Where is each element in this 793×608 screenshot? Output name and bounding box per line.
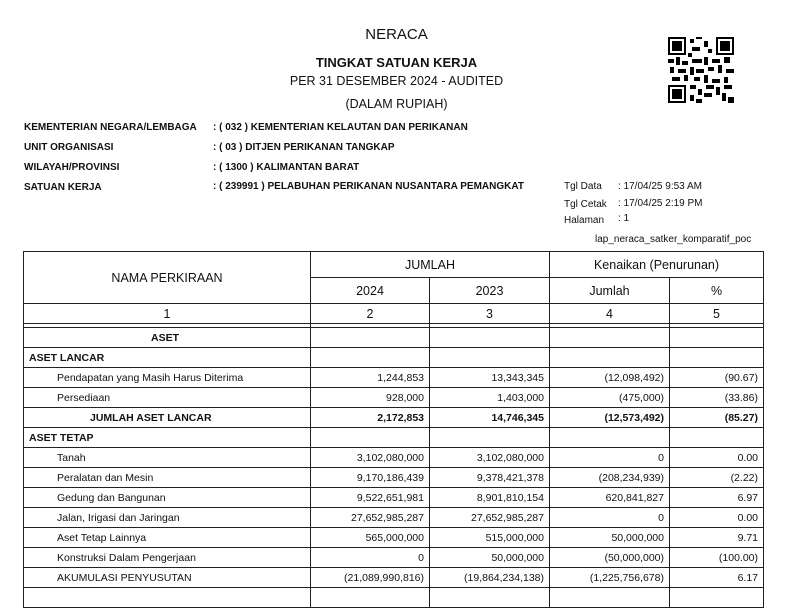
value-2024: 9,170,186,439 [311, 468, 430, 488]
balance-sheet-table [23, 251, 764, 608]
value-2023: 9,378,421,378 [430, 468, 550, 488]
tgl-cetak-label: Tgl Cetak [564, 199, 607, 210]
tgl-data-value: : 17/04/25 9:53 AM [618, 181, 702, 192]
meta-value-satker: : ( 239991 ) PELABUHAN PERIKANAN NUSANTARA PEMANGKAT [213, 181, 524, 192]
value-2023: 3,102,080,000 [430, 448, 550, 468]
column-number: 1 [24, 304, 311, 324]
value-2023: (19,864,234,138) [430, 568, 550, 588]
value-change: (12,098,492) [550, 368, 670, 388]
value-percent: (90.67) [670, 368, 764, 388]
value-percent: 6.17 [670, 568, 764, 588]
value-2023: 50,000,000 [430, 548, 550, 568]
report-period: PER 31 DESEMBER 2024 - AUDITED [289, 74, 504, 88]
report-code: lap_neraca_satker_komparatif_poc [595, 234, 752, 245]
table-row [24, 408, 764, 428]
value-2024: (21,089,990,816) [311, 568, 430, 588]
row-name: JUMLAH ASET LANCAR [24, 408, 311, 428]
halaman-value: : 1 [618, 213, 630, 224]
value-2023: 27,652,985,287 [430, 508, 550, 528]
meta-value-unit: : ( 03 ) DITJEN PERIKANAN TANGKAP [213, 142, 395, 153]
value-change: 50,000,000 [550, 528, 670, 548]
meta-label-unit: UNIT ORGANISASI [24, 142, 114, 153]
value-2024: 0 [311, 548, 430, 568]
row-name: Jalan, Irigasi dan Jaringan [24, 508, 311, 528]
value-percent: 0.00 [670, 448, 764, 468]
value-change: 620,841,827 [550, 488, 670, 508]
meta-label-satker: SATUAN KERJA [24, 182, 102, 193]
row-name: Tanah [24, 448, 311, 468]
value-2024: 3,102,080,000 [311, 448, 430, 468]
value-2024: 9,522,651,981 [311, 488, 430, 508]
value-change: 0 [550, 508, 670, 528]
value-percent: (2.22) [670, 468, 764, 488]
column-number: 4 [550, 304, 670, 324]
tgl-data-label: Tgl Data [564, 181, 602, 192]
table-row [24, 548, 764, 568]
table-row [24, 468, 764, 488]
column-number: 3 [430, 304, 550, 324]
value-2023: 14,746,345 [430, 408, 550, 428]
header-percent: % [670, 278, 764, 304]
table-row [24, 448, 764, 468]
header-nama-perkiraan: NAMA PERKIRAAN [24, 252, 311, 304]
value-2024: 27,652,985,287 [311, 508, 430, 528]
row-name: Gedung dan Bangunan [24, 488, 311, 508]
meta-value-wilayah: : ( 1300 ) KALIMANTAN BARAT [213, 162, 360, 173]
value-percent: 9.71 [670, 528, 764, 548]
row-name: Persediaan [24, 388, 311, 408]
value-change: (208,234,939) [550, 468, 670, 488]
table-row-cut [24, 588, 764, 608]
value-change: (50,000,000) [550, 548, 670, 568]
value-percent: 0.00 [670, 508, 764, 528]
header-jumlah: JUMLAH [311, 252, 550, 278]
value-2023: 13,343,345 [430, 368, 550, 388]
table-row [24, 508, 764, 528]
value-change: (12,573,492) [550, 408, 670, 428]
value-change: 0 [550, 448, 670, 468]
table-row [24, 348, 764, 368]
value-change: (1,225,756,678) [550, 568, 670, 588]
row-name: AKUMULASI PENYUSUTAN [24, 568, 311, 588]
value-2024: 565,000,000 [311, 528, 430, 548]
table-row [24, 368, 764, 388]
value-2023: 515,000,000 [430, 528, 550, 548]
row-name: Peralatan dan Mesin [24, 468, 311, 488]
header-2024: 2024 [311, 278, 430, 304]
value-2023: 1,403,000 [430, 388, 550, 408]
tgl-cetak-value: : 17/04/25 2:19 PM [618, 198, 703, 209]
table-row [24, 488, 764, 508]
halaman-label: Halaman [564, 215, 605, 226]
value-change: (475,000) [550, 388, 670, 408]
column-number: 2 [311, 304, 430, 324]
header-2023: 2023 [430, 278, 550, 304]
table-row [24, 528, 764, 548]
row-name: Konstruksi Dalam Pengerjaan [24, 548, 311, 568]
meta-label-wilayah: WILAYAH/PROVINSI [24, 162, 120, 173]
row-name: ASET TETAP [24, 428, 311, 448]
table-row [24, 328, 764, 348]
qr-code-icon [668, 37, 734, 103]
report-currency: (DALAM RUPIAH) [345, 97, 448, 111]
value-2024: 928,000 [311, 388, 430, 408]
column-number: 5 [670, 304, 764, 324]
row-name: ASET LANCAR [24, 348, 311, 368]
report-subtitle: TINGKAT SATUAN KERJA [315, 55, 478, 70]
meta-value-kementerian: : ( 032 ) KEMENTERIAN KELAUTAN DAN PERIKANAN [213, 122, 468, 133]
header-jumlah-change: Jumlah [550, 278, 670, 304]
value-percent: (100.00) [670, 548, 764, 568]
row-name: ASET [24, 328, 311, 348]
table-row [24, 388, 764, 408]
table-row [24, 428, 764, 448]
row-name: Pendapatan yang Masih Harus Diterima [24, 368, 311, 388]
value-percent: 6.97 [670, 488, 764, 508]
value-2023: 8,901,810,154 [430, 488, 550, 508]
meta-label-kementerian: KEMENTERIAN NEGARA/LEMBAGA [24, 122, 197, 133]
row-name: Aset Tetap Lainnya [24, 528, 311, 548]
table-row [24, 568, 764, 588]
value-percent: (33.86) [670, 388, 764, 408]
value-2024: 1,244,853 [311, 368, 430, 388]
value-2024: 2,172,853 [311, 408, 430, 428]
header-kenaikan: Kenaikan (Penurunan) [550, 252, 764, 278]
report-title: NERACA [365, 26, 428, 43]
value-percent: (85.27) [670, 408, 764, 428]
